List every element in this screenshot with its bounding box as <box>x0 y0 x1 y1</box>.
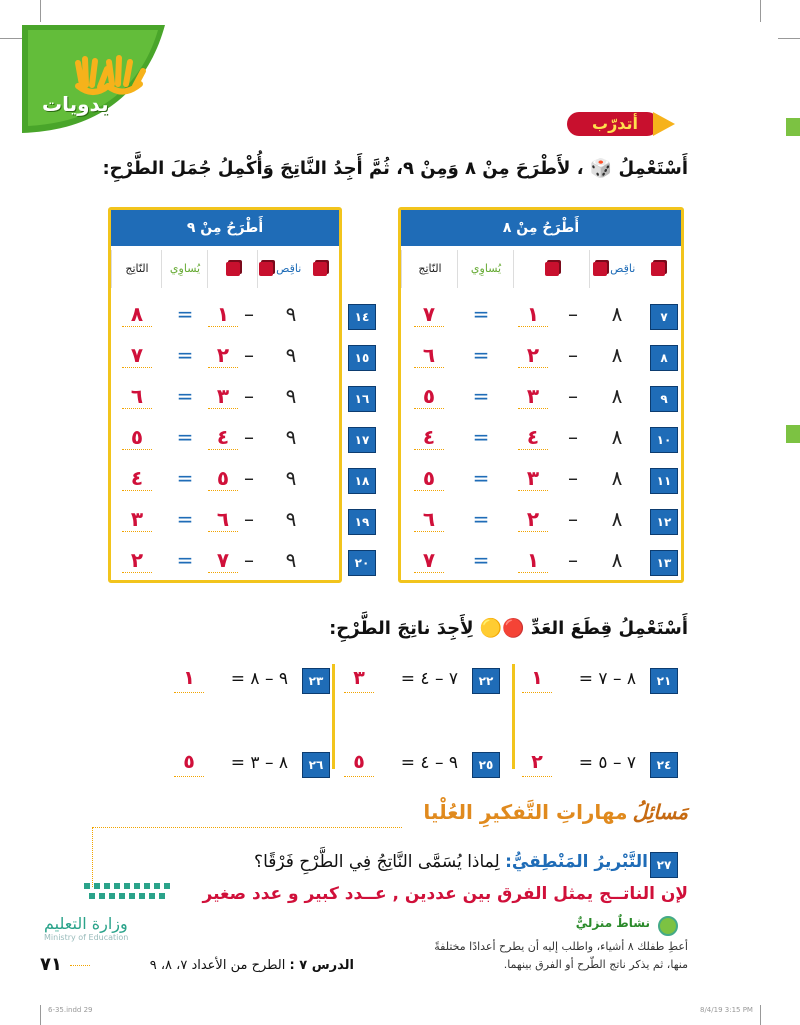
subtrahend: ٧ <box>216 548 230 572</box>
equals-sign: = <box>176 507 194 531</box>
subtraction-expression: ٨ – ٣ = <box>230 753 288 773</box>
minus-sign: – <box>568 384 578 408</box>
minuend: ٩ <box>285 548 297 572</box>
answer-dotted-line <box>122 490 152 491</box>
table-row <box>401 419 681 459</box>
answer-dotted-line <box>518 449 548 450</box>
exercise-number: ١٢ <box>650 509 678 535</box>
answer-dotted-line <box>344 776 374 777</box>
exercise-number: ١٨ <box>348 468 376 494</box>
answer-dotted-line <box>208 531 238 532</box>
hots-heading <box>208 800 688 824</box>
dotted-rule <box>70 965 90 966</box>
column-header-row <box>111 246 339 292</box>
minus-sign: – <box>244 302 254 326</box>
subtrahend: ٤ <box>526 425 540 449</box>
home-line-1: أعطِ طفلك ٨ أشياء، واطلب إليه أن يطرح أعدادًا مختلفةً <box>434 940 688 953</box>
result: ٦ <box>422 507 436 531</box>
subtraction-expression: ٩ – ٨ = <box>230 669 288 689</box>
minus-sign: – <box>244 425 254 449</box>
dotted-rule <box>92 827 402 828</box>
result: ٧ <box>130 343 144 367</box>
col-minus: ناقِص <box>257 250 302 288</box>
exercise-number: ١٣ <box>650 550 678 576</box>
lesson-title: الطرح من الأعداد ٧، ٨، ٩ <box>149 958 286 973</box>
ministry-name: وزارة التعليم <box>44 914 128 933</box>
subtrahend: ٤ <box>216 425 230 449</box>
answer: ٥ <box>353 751 365 773</box>
equals-sign: = <box>472 302 490 326</box>
minuend: ٩ <box>285 466 297 490</box>
side-tab <box>786 425 800 443</box>
result: ٦ <box>130 384 144 408</box>
answer-dotted-line <box>208 572 238 573</box>
result: ٨ <box>130 302 144 326</box>
answer: ٥ <box>183 751 195 773</box>
col-equals: يُساوِي <box>457 250 514 288</box>
table-row <box>401 542 681 582</box>
crop-mark <box>778 38 800 39</box>
answer-dotted-line <box>414 326 444 327</box>
answer-dotted-line <box>414 572 444 573</box>
exercise-number: ٢٣ <box>302 668 330 694</box>
exercise-number: ٢٤ <box>650 752 678 778</box>
equals-sign: = <box>176 302 194 326</box>
result: ٣ <box>130 507 144 531</box>
table-row <box>401 337 681 377</box>
answer-dotted-line <box>518 408 548 409</box>
subtrahend: ٢ <box>216 343 230 367</box>
minuend: ٨ <box>611 425 623 449</box>
table-row <box>401 296 681 336</box>
answer-dotted-line <box>518 367 548 368</box>
equals-sign: = <box>176 343 194 367</box>
answer: ٢ <box>531 751 543 773</box>
answer-dotted-line <box>122 531 152 532</box>
block-icon <box>637 250 679 288</box>
minus-sign: – <box>244 466 254 490</box>
answer-dotted-line <box>414 408 444 409</box>
exercise-number: ١٠ <box>650 427 678 453</box>
block-icon <box>301 250 339 288</box>
exercise-number: ٢١ <box>650 668 678 694</box>
exercise-number: ١٧ <box>348 427 376 453</box>
exercise-number: ٨ <box>650 345 678 371</box>
answer-dotted-line <box>518 531 548 532</box>
answer-dotted-line <box>414 531 444 532</box>
subtrahend: ٣ <box>526 466 540 490</box>
col-result: النّاتِج <box>111 250 162 288</box>
answer-dotted-line <box>518 572 548 573</box>
subtrahend: ٢ <box>526 343 540 367</box>
col-minus: ناقِص <box>589 250 638 288</box>
answer-dotted-line <box>208 449 238 450</box>
exercise-number: ١١ <box>650 468 678 494</box>
minuend: ٩ <box>285 302 297 326</box>
subtrahend: ١ <box>526 548 540 572</box>
minus-sign: – <box>568 466 578 490</box>
result: ٧ <box>422 548 436 572</box>
equals-sign: = <box>472 384 490 408</box>
hots-title: مهاراتِ التَّفكيرِ العُلْيا <box>423 800 628 824</box>
result: ٢ <box>130 548 144 572</box>
table-title: أَطْرَحُ مِنْ ٩ <box>111 210 339 246</box>
page-number: ٧١ <box>40 954 62 975</box>
answer-dotted-line <box>208 408 238 409</box>
subtrahend: ٢ <box>526 507 540 531</box>
separator <box>332 664 335 769</box>
block-icon <box>207 250 258 288</box>
counters-instruction: أَسْتَعْمِلُ قِطَعَ العَدِّ 🔴🟡 لِأَجِدَ ناتِجَ الطَّرْحِ: <box>329 618 688 639</box>
subtrahend: ١ <box>216 302 230 326</box>
crop-mark <box>40 1005 41 1025</box>
result: ٥ <box>422 466 436 490</box>
subtrahend: ٦ <box>216 507 230 531</box>
answer-dotted-line <box>414 449 444 450</box>
subtrahend: ٥ <box>216 466 230 490</box>
exercise-number: ٢٦ <box>302 752 330 778</box>
block-icon <box>513 250 590 288</box>
crop-mark <box>760 1005 761 1025</box>
answer-dotted-line <box>174 692 204 693</box>
exercise-number: ١٩ <box>348 509 376 535</box>
subtraction-expression: ٨ – ٧ = <box>578 669 636 689</box>
minus-sign: – <box>244 548 254 572</box>
exercise-number: ١٦ <box>348 386 376 412</box>
exercise-number: ١٤ <box>348 304 376 330</box>
result: ٦ <box>422 343 436 367</box>
home-line-2: منها، ثم يذكر ناتج الطّرح أو الفرق بينهما. <box>503 958 688 971</box>
answer-dotted-line <box>208 490 238 491</box>
subtrahend: ١ <box>526 302 540 326</box>
equals-sign: = <box>176 384 194 408</box>
table-row <box>401 460 681 500</box>
slug-left: 6-35.indd 29 <box>48 1006 93 1014</box>
handwritten-answer: لإن الناتــج يمثل الفرق بين عددين , عــدد كبير و عدد صغير <box>202 884 688 904</box>
minus-sign: – <box>244 343 254 367</box>
minuend: ٨ <box>611 548 623 572</box>
answer: ٣ <box>353 667 365 689</box>
result: ٥ <box>422 384 436 408</box>
exercise-number: ٩ <box>650 386 678 412</box>
subtract-from-9-table <box>108 207 342 583</box>
minus-sign: – <box>568 548 578 572</box>
minuend: ٨ <box>611 466 623 490</box>
column-header-row <box>401 246 681 292</box>
hots-question <box>198 852 648 872</box>
table-row <box>401 378 681 418</box>
answer: ١ <box>531 667 543 689</box>
answer-dotted-line <box>518 326 548 327</box>
answer-dotted-line <box>522 692 552 693</box>
result: ٤ <box>422 425 436 449</box>
side-tab <box>786 118 800 136</box>
crop-mark <box>760 0 761 22</box>
exercise-number: ٢٠ <box>348 550 376 576</box>
table-row <box>111 542 339 582</box>
hots-prefix: مَسائِلُ <box>632 800 688 824</box>
equals-sign: = <box>176 466 194 490</box>
minus-sign: – <box>244 507 254 531</box>
equals-sign: = <box>472 507 490 531</box>
answer-dotted-line <box>522 776 552 777</box>
slug-right: 8/4/19 3:15 PM <box>700 1006 753 1014</box>
subtraction-expression: ٩ – ٤ = <box>400 753 458 773</box>
answer-dotted-line <box>174 776 204 777</box>
question-number: ٢٧ <box>650 852 678 878</box>
home-icon <box>658 916 678 936</box>
equals-sign: = <box>176 425 194 449</box>
table-row <box>111 501 339 541</box>
answer-dotted-line <box>122 367 152 368</box>
ministry-logo <box>80 877 180 907</box>
minus-sign: – <box>568 343 578 367</box>
answer-dotted-line <box>122 449 152 450</box>
minuend: ٨ <box>611 343 623 367</box>
answer-dotted-line <box>344 692 374 693</box>
question-text: لِماذا يُسَمَّى النَّاتِجُ فِي الطَّرْحِ فَرْقًا؟ <box>254 852 500 872</box>
minuend: ٨ <box>611 507 623 531</box>
answer-dotted-line <box>208 326 238 327</box>
exercise-number: ٢٥ <box>472 752 500 778</box>
lesson-number: الدرس ٧ : <box>289 958 354 973</box>
separator <box>512 664 515 769</box>
minus-sign: – <box>568 425 578 449</box>
answer-dotted-line <box>518 490 548 491</box>
corner-label: يدويات <box>42 92 109 116</box>
minuend: ٩ <box>285 384 297 408</box>
result: ٥ <box>130 425 144 449</box>
exercise-number: ٧ <box>650 304 678 330</box>
equals-sign: = <box>472 466 490 490</box>
home-label: نشاطٌ منزليٌّ <box>575 916 650 930</box>
col-equals: يُساوِي <box>161 250 208 288</box>
table-row <box>111 296 339 336</box>
table-row <box>111 419 339 459</box>
col-result: النّاتِج <box>401 250 458 288</box>
lesson-footer <box>94 958 354 973</box>
answer-dotted-line <box>208 367 238 368</box>
subtrahend: ٣ <box>216 384 230 408</box>
answer: ١ <box>183 667 195 689</box>
minuend: ٩ <box>285 425 297 449</box>
minus-sign: – <box>568 302 578 326</box>
answer-dotted-line <box>414 490 444 491</box>
table-title: أَطْرَحُ مِنْ ٨ <box>401 210 681 246</box>
instruction: أَسْتَعْمِلُ 🎲 ، لأَطْرَحَ مِنْ ٨ وَمِنْ ٩، ثُمَّ أَجِدُ النَّاتِجَ وَأُكْمِلُ جُمَلَ الطَّرْحِ: <box>102 158 688 179</box>
minus-sign: – <box>568 507 578 531</box>
equals-sign: = <box>472 548 490 572</box>
answer-dotted-line <box>414 367 444 368</box>
minuend: ٨ <box>611 302 623 326</box>
answer-dotted-line <box>122 408 152 409</box>
table-row <box>401 501 681 541</box>
equals-sign: = <box>472 425 490 449</box>
subtract-from-8-table <box>398 207 684 583</box>
equals-sign: = <box>472 343 490 367</box>
minus-sign: – <box>244 384 254 408</box>
table-row <box>111 378 339 418</box>
question-label: التَّبْريرُ المَنْطِقيُّ: <box>505 852 648 872</box>
equals-sign: = <box>176 548 194 572</box>
practice-label: أتدرّب <box>591 114 639 133</box>
answer-dotted-line <box>122 572 152 573</box>
result: ٤ <box>130 466 144 490</box>
exercise-number: ٢٢ <box>472 668 500 694</box>
answer-dotted-line <box>122 326 152 327</box>
table-row <box>111 337 339 377</box>
subtrahend: ٣ <box>526 384 540 408</box>
subtraction-expression: ٧ – ٥ = <box>578 753 636 773</box>
subtraction-expression: ٧ – ٤ = <box>400 669 458 689</box>
ministry-sub: Ministry of Education <box>44 933 129 942</box>
table-row <box>111 460 339 500</box>
result: ٧ <box>422 302 436 326</box>
minuend: ٩ <box>285 343 297 367</box>
minuend: ٩ <box>285 507 297 531</box>
exercise-number: ١٥ <box>348 345 376 371</box>
minuend: ٨ <box>611 384 623 408</box>
